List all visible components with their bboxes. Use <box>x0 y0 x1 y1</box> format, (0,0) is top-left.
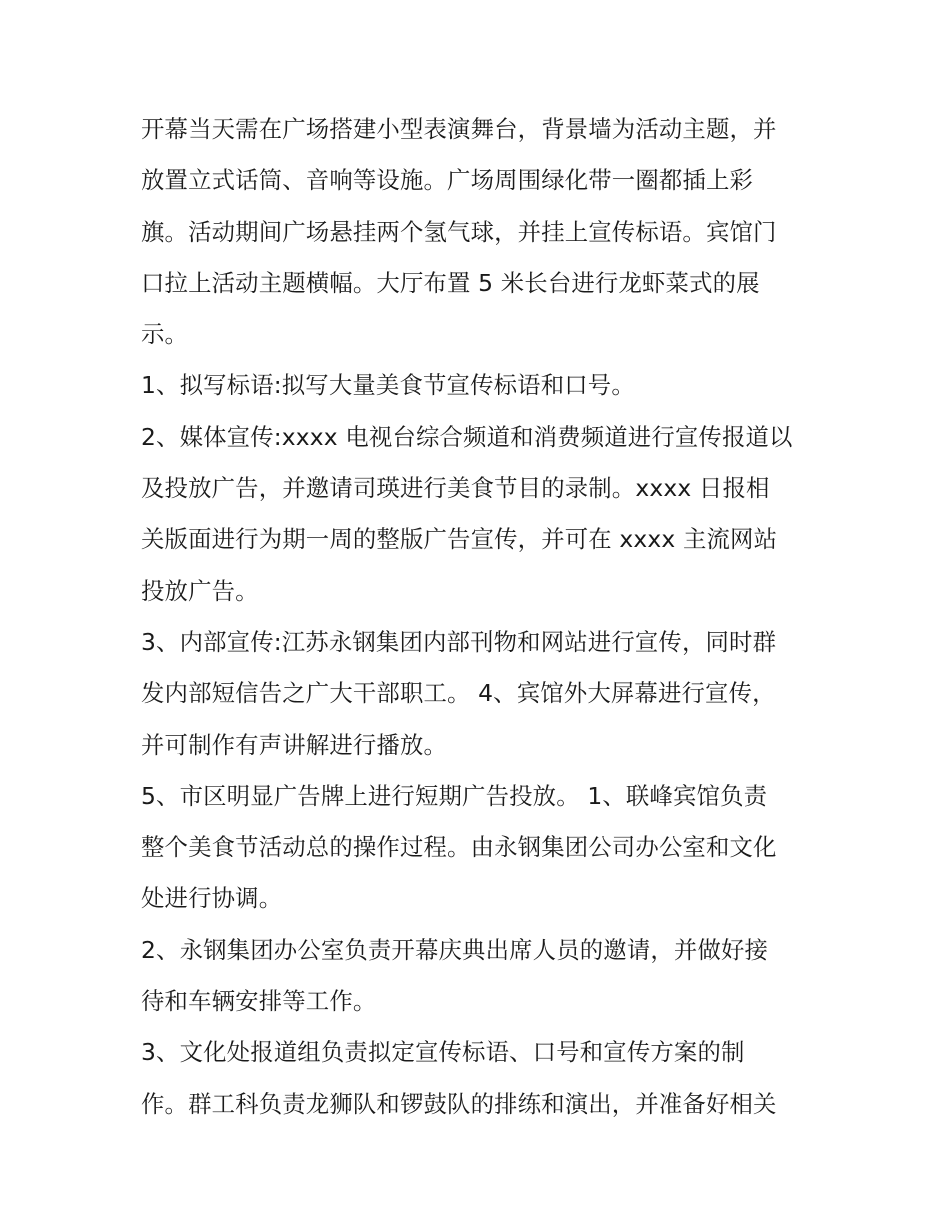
text-line: 及投放广告，并邀请司瑛进行美食节目的录制。xxxx 日报相 <box>141 474 770 503</box>
text-line: 并可制作有声讲解进行播放。 <box>141 730 448 759</box>
text-line: 2、永钢集团办公室负责开幕庆典出席人员的邀请，并做好接 <box>141 935 769 964</box>
text-line: 口拉上活动主题横幅。大厅布置 5 米长台进行龙虾菜式的展 <box>141 268 760 297</box>
text-line: 处进行协调。 <box>141 884 283 913</box>
document-body <box>141 104 821 1130</box>
text-line: 发内部短信告之广大干部职工。 4、宾馆外大屏幕进行宣传， <box>141 679 776 708</box>
text-line: 投放广告。 <box>141 576 259 605</box>
text-line: 5、市区明显广告牌上进行短期广告投放。 1、联峰宾馆负责 <box>141 781 768 810</box>
text-line: 待和车辆安排等工作。 <box>141 987 377 1016</box>
text-line: 3、内部宣传:江苏永钢集团内部刊物和网站进行宣传，同时群 <box>141 627 777 656</box>
text-line: 示。 <box>141 320 189 349</box>
text-line: 关版面进行为期一周的整版广告宣传，并可在 xxxx 主流网站 <box>141 525 778 554</box>
text-line: 放置立式话筒、音响等设施。广场周围绿化带一圈都插上彩 <box>141 166 754 195</box>
text-line: 作。群工科负责龙狮队和锣鼓队的排练和演出，并准备好相关 <box>141 1089 777 1118</box>
text-line: 2、媒体宣传:xxxx 电视台综合频道和消费频道进行宣传报道以 <box>141 422 793 451</box>
text-line: 3、文化处报道组负责拟定宣传标语、口号和宣传方案的制 <box>141 1038 745 1067</box>
text-line: 1、拟写标语:拟写大量美食节宣传标语和口号。 <box>141 371 635 400</box>
text-line: 开幕当天需在广场搭建小型表演舞台，背景墙为活动主题，并 <box>141 115 777 143</box>
text-line: 旗。活动期间广场悬挂两个氢气球，并挂上宣传标语。宾馆门 <box>141 217 777 246</box>
text-line: 整个美食节活动总的操作过程。由永钢集团公司办公室和文化 <box>141 833 777 862</box>
